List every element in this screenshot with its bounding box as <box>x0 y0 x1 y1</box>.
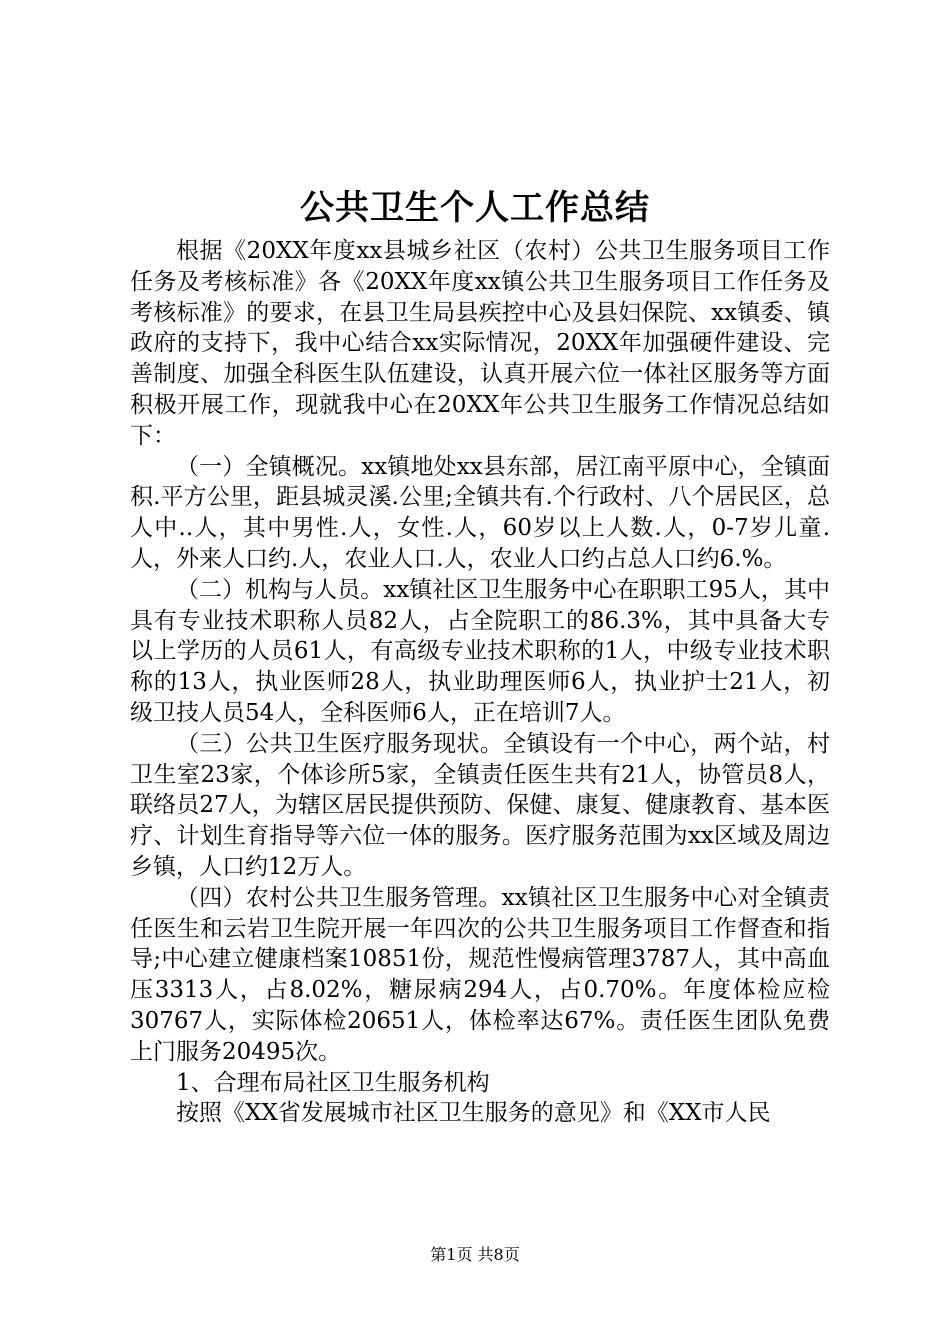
page-footer: 第1页 共8页 <box>430 1245 520 1264</box>
paragraph-continued: 按照《XX省发展城市社区卫生服务的意见》和《XX市人民 <box>176 1100 771 1127</box>
document-title: 公共卫生个人工作总结 <box>300 188 650 228</box>
paragraph-management: （四）农村公共卫生服务管理。xx镇社区卫生服务中心对全镇责任医生和云岩卫生院开展一年四次的公共卫生服务项目工作督查和指导;中心建立健康档案10851份，规范性慢病管理3787人，其中高血压3313人，占8.02%，糖尿病294人，占0.70%。年度体检应检30767人，实际体检20651人，体检率达67%。责任医生团队免费上门服务20495次。 <box>130 884 830 1065</box>
paragraph-intro: 根据《20XX年度xx县城乡社区（农村）公共卫生服务项目工作任务及考核标准》各《20XX年度xx镇公共卫生服务项目工作任务及考核标准》的要求，在县卫生局县疾控中心及县妇保院、xx镇委、镇政府的支持下，我中心结合xx实际情况，20XX年加强硬件建设、完善制度、加强全科医生队伍建设，认真开展六位一体社区服务等方面积极开展工作，现就我中心在20XX年公共卫生服务工作情况总结如下： <box>130 238 830 449</box>
document-body <box>130 236 830 1129</box>
paragraph-services: （三）公共卫生医疗服务现状。全镇设有一个中心，两个站，村卫生室23家，个体诊所5家，全镇责任医生共有21人，协管员8人，联络员27人，为辖区居民提供预防、保健、康复、健康教育、基本医疗、计划生育指导等六位一体的服务。医疗服务范围为xx区域及周边乡镇，人口约12万人。 <box>130 730 830 880</box>
section-heading: 1、合理布局社区卫生服务机构 <box>176 1069 490 1096</box>
paragraph-staff: （二）机构与人员。xx镇社区卫生服务中心在职职工95人，其中具有专业技术职称人员82人，占全院职工的86.3%，其中具备大专以上学历的人员61人，有高级专业技术职称的1人，中级专业技术职称的13人，执业医师28人，执业助理医师6人，执业护士21人，初级卫技人员54人，全科医师6人，正在培训7人。 <box>130 576 830 726</box>
paragraph-overview: （一）全镇概况。xx镇地处xx县东部，居江南平原中心，全镇面积.平方公里，距县城灵溪.公里;全镇共有.个行政村、八个居民区，总人中..人，其中男性.人，女性.人，60岁以上人数.人，0-7岁儿童.人，外来人口约.人，农业人口.人，农业人口约占总人口约6.%。 <box>130 453 830 572</box>
